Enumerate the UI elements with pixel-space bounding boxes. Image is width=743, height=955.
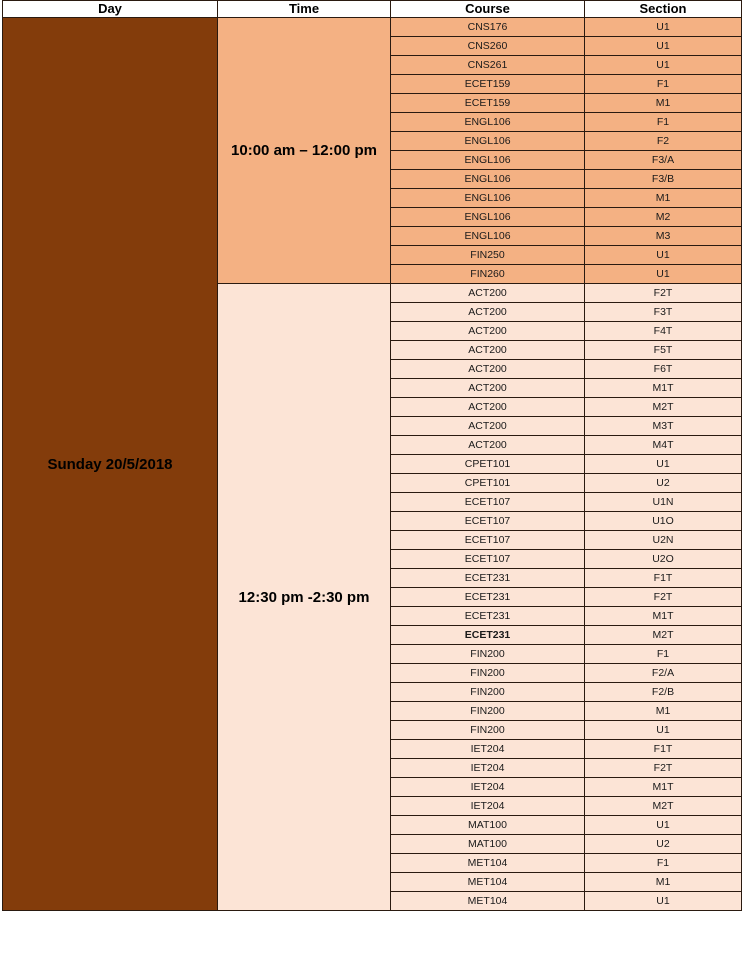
section-cell: U1: [585, 455, 742, 474]
day-cell: Sunday 20/5/2018: [3, 18, 218, 911]
time-slot-cell: 12:30 pm -2:30 pm: [218, 284, 391, 911]
course-cell: IET204: [391, 797, 585, 816]
section-cell: U2N: [585, 531, 742, 550]
course-cell: ACT200: [391, 303, 585, 322]
course-cell: FIN200: [391, 645, 585, 664]
section-cell: M2T: [585, 398, 742, 417]
course-cell: MAT100: [391, 835, 585, 854]
section-cell: M1: [585, 189, 742, 208]
section-cell: F6T: [585, 360, 742, 379]
section-cell: U1: [585, 721, 742, 740]
course-cell: MET104: [391, 854, 585, 873]
course-cell: ENGL106: [391, 113, 585, 132]
section-cell: F1: [585, 75, 742, 94]
section-cell: M4T: [585, 436, 742, 455]
course-cell: ACT200: [391, 436, 585, 455]
section-cell: F4T: [585, 322, 742, 341]
header-row: [3, 1, 742, 18]
course-cell: IET204: [391, 759, 585, 778]
course-cell: FIN200: [391, 721, 585, 740]
course-cell: ACT200: [391, 284, 585, 303]
exam-schedule-table: [2, 0, 742, 911]
section-cell: M1T: [585, 778, 742, 797]
header-day: Day: [3, 1, 218, 18]
course-cell: FIN250: [391, 246, 585, 265]
course-cell: ECET231: [391, 569, 585, 588]
course-cell: ECET107: [391, 512, 585, 531]
section-cell: U2O: [585, 550, 742, 569]
section-cell: M2T: [585, 797, 742, 816]
section-cell: F1: [585, 854, 742, 873]
section-cell: M1T: [585, 379, 742, 398]
table-header: [3, 1, 742, 18]
section-cell: F1: [585, 645, 742, 664]
section-cell: F2/B: [585, 683, 742, 702]
course-cell: CPET101: [391, 455, 585, 474]
section-cell: F3/A: [585, 151, 742, 170]
section-cell: U1: [585, 56, 742, 75]
section-cell: M3: [585, 227, 742, 246]
section-cell: U2: [585, 835, 742, 854]
course-cell: ENGL106: [391, 132, 585, 151]
section-cell: F2T: [585, 284, 742, 303]
course-cell: CNS260: [391, 37, 585, 56]
course-cell: ACT200: [391, 322, 585, 341]
header-section: Section: [585, 1, 742, 18]
section-cell: U1: [585, 37, 742, 56]
course-cell: MAT100: [391, 816, 585, 835]
section-cell: U1: [585, 892, 742, 911]
section-cell: F2/A: [585, 664, 742, 683]
time-slot-cell: 10:00 am – 12:00 pm: [218, 18, 391, 284]
header-course: Course: [391, 1, 585, 18]
section-cell: M1: [585, 702, 742, 721]
section-cell: U1: [585, 816, 742, 835]
section-cell: F5T: [585, 341, 742, 360]
course-cell: ECET231: [391, 588, 585, 607]
section-cell: F1T: [585, 740, 742, 759]
section-cell: M2T: [585, 626, 742, 645]
course-cell: ECET159: [391, 94, 585, 113]
section-cell: U1N: [585, 493, 742, 512]
section-cell: F2T: [585, 759, 742, 778]
course-cell: ENGL106: [391, 208, 585, 227]
course-cell: ENGL106: [391, 227, 585, 246]
course-cell: ENGL106: [391, 189, 585, 208]
course-cell: FIN260: [391, 265, 585, 284]
section-cell: F1T: [585, 569, 742, 588]
section-cell: F3/B: [585, 170, 742, 189]
section-cell: F1: [585, 113, 742, 132]
section-cell: M1T: [585, 607, 742, 626]
course-cell: CNS261: [391, 56, 585, 75]
course-cell: IET204: [391, 778, 585, 797]
course-cell: ECET107: [391, 531, 585, 550]
course-cell: ECET107: [391, 493, 585, 512]
course-cell: ENGL106: [391, 170, 585, 189]
section-cell: F2: [585, 132, 742, 151]
section-cell: U1: [585, 246, 742, 265]
course-cell: MET104: [391, 873, 585, 892]
section-cell: U2: [585, 474, 742, 493]
course-cell: ACT200: [391, 379, 585, 398]
table-row: [3, 18, 742, 37]
course-cell: ECET107: [391, 550, 585, 569]
course-cell: CNS176: [391, 18, 585, 37]
course-cell: ECET159: [391, 75, 585, 94]
header-time: Time: [218, 1, 391, 18]
course-cell: CPET101: [391, 474, 585, 493]
section-cell: M1: [585, 873, 742, 892]
course-cell: ACT200: [391, 398, 585, 417]
course-cell: ECET231: [391, 607, 585, 626]
section-cell: U1: [585, 265, 742, 284]
course-cell: ACT200: [391, 417, 585, 436]
course-cell: MET104: [391, 892, 585, 911]
course-cell: FIN200: [391, 664, 585, 683]
section-cell: M3T: [585, 417, 742, 436]
course-cell: ACT200: [391, 360, 585, 379]
table-body: [3, 18, 742, 911]
section-cell: F3T: [585, 303, 742, 322]
section-cell: U1O: [585, 512, 742, 531]
section-cell: M2: [585, 208, 742, 227]
section-cell: F2T: [585, 588, 742, 607]
course-cell: ECET231: [391, 626, 585, 645]
section-cell: M1: [585, 94, 742, 113]
course-cell: ENGL106: [391, 151, 585, 170]
course-cell: IET204: [391, 740, 585, 759]
course-cell: FIN200: [391, 683, 585, 702]
course-cell: FIN200: [391, 702, 585, 721]
section-cell: U1: [585, 18, 742, 37]
course-cell: ACT200: [391, 341, 585, 360]
